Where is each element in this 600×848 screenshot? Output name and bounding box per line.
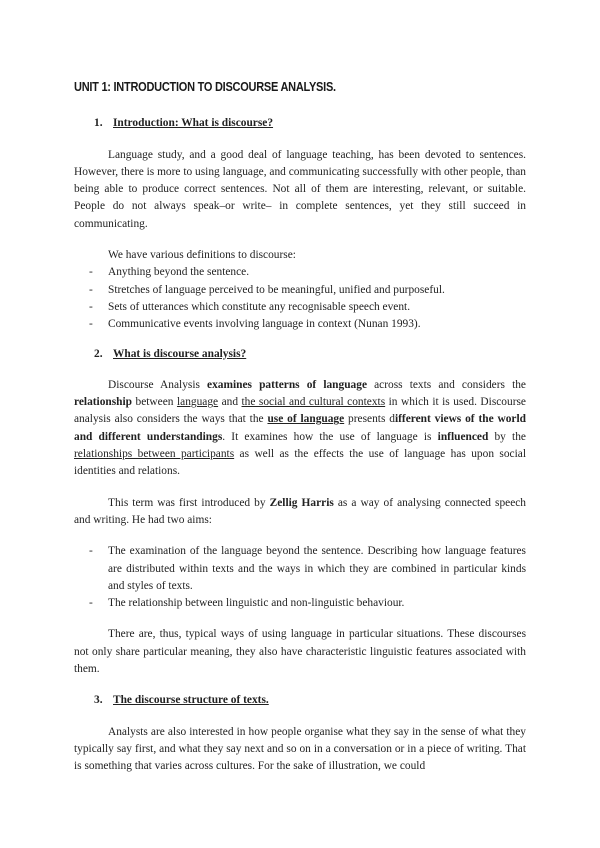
section-number: 2. (94, 347, 103, 360)
section-number: 1. (94, 117, 103, 130)
bold-phrase: relationship (74, 396, 133, 409)
bold-underlined-phrase: use of language (267, 413, 345, 426)
section-heading-text: Introduction: What is discourse? (113, 117, 274, 130)
list-item: - Stretches of language perceived to be meaningful, unified and purposeful. (74, 282, 526, 299)
section-heading-text: The discourse structure of texts. (113, 694, 269, 707)
definitions-list (74, 264, 526, 333)
unit-title: UNIT 1: INTRODUCTION TO DISCOURSE ANALYSIS. (74, 79, 336, 94)
section-1-paragraph: Language study, and a good deal of language teaching, has been devoted to sentences. However, there is more to using language, and communicating successfully with other people, than being able to produce correct sentences. Not all of them are interesting, relevant, or suitable. People do not always speak–or write– in complete sentences, yet they still succeed in communicating. (74, 148, 526, 230)
definitions-lead: We have various definitions to discourse: (108, 249, 296, 262)
section-3-heading (94, 692, 526, 709)
bold-phrase: ifferent views of the world and different understandings (74, 413, 526, 443)
list-item: - Anything beyond the sentence. (74, 264, 526, 281)
section-heading-text: What is discourse analysis? (113, 347, 247, 360)
list-item: - The relationship between linguistic and non-linguistic behaviour. (74, 595, 526, 612)
list-item: - Communicative events involving language in context (Nunan 1993). (74, 316, 526, 333)
zellig-harris-paragraph: This term was first introduced by Zellig Harris as a way of analysing connected speech and writing. He had two aims: (74, 496, 526, 526)
underlined-phrase: the social and cultural contexts (241, 396, 386, 409)
bold-phrase: examines patterns of language (207, 378, 367, 391)
underlined-phrase: relationships between participants (74, 448, 235, 461)
section-2-heading (94, 346, 526, 363)
section-number: 3. (94, 694, 103, 707)
section-1-heading (94, 115, 526, 132)
underlined-phrase: language (176, 396, 219, 409)
bold-phrase: influenced (437, 430, 489, 443)
typical-ways-paragraph: There are, thus, typical ways of using language in particular situations. These discourses not only share particular meaning, they also have characteristic linguistic features associated with them. (74, 628, 526, 676)
bold-name: Zellig Harris (269, 496, 334, 509)
discourse-structure-paragraph: Analysts are also interested in how people organise what they say in the sense of what they typically say first, and what they say next and so on in a conversation or in a piece of writing. That is something that varies across cultures. For the sake of illustration, we could (74, 725, 526, 773)
list-item: - The examination of the language beyond the sentence. Describing how language features are distributed within texts and the ways in which they are combined in particular kinds and styles of texts. (74, 543, 526, 595)
list-item: - Sets of utterances which constitute any recognisable speech event. (74, 299, 526, 316)
aims-list (74, 543, 526, 612)
discourse-analysis-paragraph: Discourse Analysis examines patterns of language across texts and considers the relationship between language and the social and cultural contexts in which it is used. Discourse analysis also considers the ways that the use of language presents different views of the world and different understandings. It examines how the use of language is influenced by the relationships between participants as well as the effects the use of language has upon social identities and relations. (74, 378, 526, 478)
